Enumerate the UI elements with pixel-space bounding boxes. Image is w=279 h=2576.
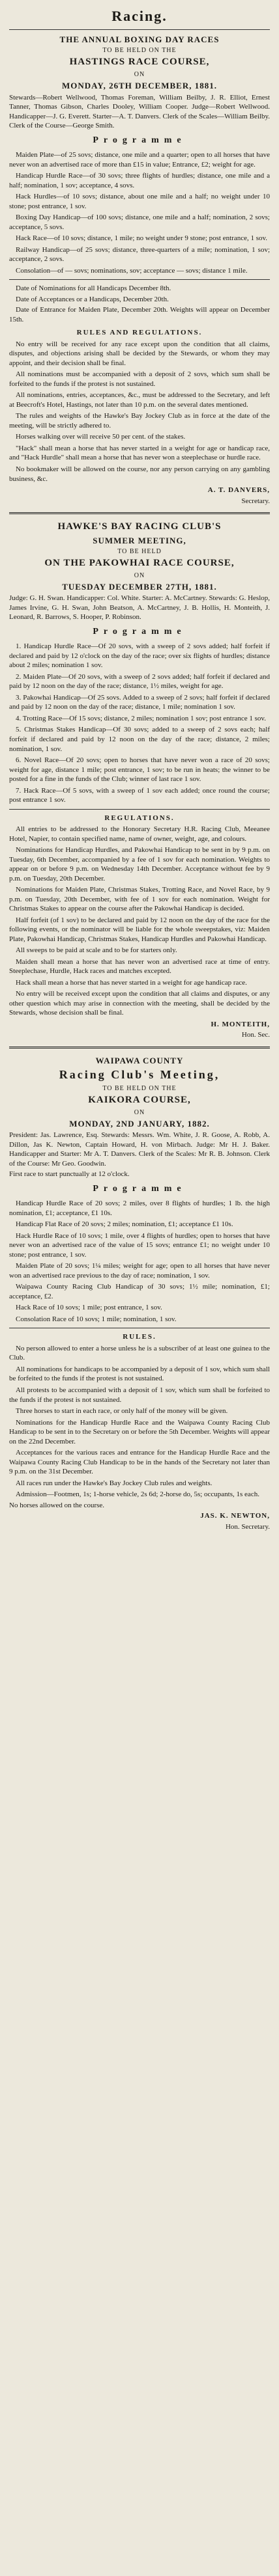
ad-title-line: MONDAY, 26TH DECEMBER, 1881. [62, 81, 217, 91]
event-item: Handicap Hurdle Race—of 30 sovs; three flights of hurdles; distance, one mile and a half; nomination, 1 sov; acceptance, 4 sovs. [9, 172, 270, 189]
divider-thick [9, 1047, 270, 1048]
admission-text: Admission—Footmen, 1s; 1-horse vehicle, 2s 6d; 2-horse do, 5s; occupants, 1s each. [16, 1490, 259, 1499]
date-item: Date of Entrance for Maiden Plate, December 20th. Weights will appear on December 15th. [9, 306, 270, 323]
event-item: 3. Pakowhai Handicap—Of 25 sovs. Added to a sweep of 2 sovs; half forfeit if declared and paid by 12 noon on the day of the race; distance, 1 mile; nomination 1 sov. [9, 693, 270, 711]
ad-title-line: TO BE HELD [117, 548, 162, 556]
ad-title-line: ON [134, 1108, 145, 1116]
ad-title-line: ON [134, 572, 145, 579]
ad-title-line: MONDAY, 2ND JANUARY, 1882. [69, 1119, 210, 1129]
event-item: Waipawa County Racing Club Handicap of 30 sovs; 1½ mile; nomination, £1; acceptance, £2. [9, 1283, 270, 1300]
divider [9, 279, 270, 280]
rule-item: Half forfeit (of 1 sov) to be declared and paid by 12 noon on the day of the race for the following events, or the nominator will be liable for the whole sweepstakes, viz: Maiden Plate, Pakowhai Handicap, Christmas Stakes, Handicap Hurdles and Pakowhai Handicap. [9, 916, 270, 943]
event-item: Consolation Race of 10 sovs; 1 mile; nomination, 1 sov. [16, 1315, 177, 1323]
rule-item: Nominations for Handicap Hurdles, and Pakowhai Handicap to be sent in by 9 p.m. on Tuesday, 6th December, accompanied by a fee of 1 sov for each nomination. Weights to appear on or before 9 p.m. on Wednesday 14th December. Acceptance without fee by 9 p.m. on Tuesday, 20th December. [9, 846, 270, 883]
ad-title-line: HASTINGS RACE COURSE, [69, 57, 210, 68]
event-item: Hack Race—of 10 sovs; distance, 1 mile; no weight under 9 stone; post entrance, 1 sov. [16, 234, 268, 243]
event-item: 4. Trotting Race—Of 15 sovs; distance, 2 miles; nomination 1 sov; post entrance 1 sov. [16, 714, 266, 722]
rules-heading: REGULATIONS. [104, 814, 175, 822]
signature-name: A. T. DANVERS, [207, 486, 270, 495]
rule-item: The rules and weights of the Hawke's Bay Jockey Club as in force at the date of the meeting, will be strictly adhered to. [9, 412, 270, 430]
rules-heading: RULES AND REGULATIONS. [76, 329, 203, 337]
event-item: Hack Hurdles—of 10 sovs; distance, about one mile and a half; no weight under 10 stone; post entrance, 1 sov. [9, 193, 270, 210]
rules-heading: RULES. [123, 1333, 156, 1341]
event-item: Maiden Plate of 20 sovs; 1¼ miles; weight for age; open to all horses that have never won an advertised race previous to the day of race; nomination, 1 sov. [9, 1262, 270, 1280]
ad-title-line: THE ANNUAL BOXING DAY RACES [59, 34, 220, 45]
ad-hawkes-bay-summer-meeting [9, 521, 270, 1040]
rule-item: No entry will be received for any race except upon the condition that all claims, disputes, and objections arising shall be decided by the Stewards, or whom they may appoint, and their decision shall be final. [9, 340, 270, 367]
rule-item: Nominations for Maiden Plate, Christmas Stakes, Trotting Race, and Novel Race, by 9 p.m. on Tuesday, 20th December, with fee of 1 sov for each nomination. Weight for Christmas Stakes to appear on the course after the Pakowhai Handicap is decided. [9, 886, 270, 913]
ad-title-line: TO BE HELD ON THE [102, 1084, 177, 1092]
section-title: Racing. [111, 8, 168, 24]
event-item: Hack Race of 10 sovs; 1 mile; post entrance, 1 sov. [16, 1304, 162, 1312]
programme-heading: Programme [93, 626, 186, 637]
rules-list [9, 1344, 270, 1488]
admission-extra: No horses allowed on the course. [9, 1501, 105, 1509]
rules-list [9, 825, 270, 1018]
rule-item: All protests to be accompanied with a deposit of 1 sov, which sum shall be forfeited to the funds if the protest is not sustained. [9, 1386, 270, 1404]
event-item: Boxing Day Handicap—of 100 sovs; distance, one mile and a half; nomination, 2 sovs; acceptance, 5 sovs. [9, 213, 270, 231]
rule-item: Nominations for the Handicap Hurdle Race and the Waipawa County Racing Club Handicap to be sent in to the Secretary on or before the 5th December. Weights will appear on the 22nd December. [9, 1418, 270, 1446]
rules-list [9, 340, 270, 484]
programme-heading: Programme [93, 135, 186, 145]
ad-title-line: ON THE PAKOWHAI RACE COURSE, [44, 558, 235, 569]
signature-title: Hon. Sec. [241, 1031, 270, 1039]
signature-title: Hon. Secretary. [225, 1522, 270, 1531]
event-list [9, 642, 270, 804]
event-item: 5. Christmas Stakes Handicap—Of 30 sovs; added to a sweep of 2 sovs each; half forfeit if declared and paid by 12 noon on the day of the race; distance, 2 miles; nomination, 1 sov. [9, 726, 270, 753]
rule-item: Maiden shall mean a horse that has never won an advertised race at time of entry. Steeplechase, Hurdle, Hack races and matches excepted. [9, 957, 270, 976]
ad-title-line: TO BE HELD ON THE [102, 47, 177, 55]
rule-item: All nominations, entries, acceptances, &c., must be addressed to the Secretary, and left at Beecroft's Hotel, Hastings, not later than 10 p.m. on the several dates mentioned. [9, 391, 270, 409]
rule-item: Horses walking over will receive 50 per cent. of the stakes. [16, 433, 186, 441]
ad-hastings-boxing-day-races [9, 34, 270, 506]
date-item: Date of Nominations for all Handicaps December 8th. [16, 284, 171, 293]
ad-title-line: SUMMER MEETING, [93, 535, 186, 545]
event-item: 2. Maiden Plate—Of 20 sovs, with a sweep of 2 sovs added; half forfeit if declared and paid by 12 noon on the day of the race; distance, 1½ miles, weight for age. [9, 672, 270, 691]
ad-title-line: WAIPAWA COUNTY [95, 1055, 184, 1065]
signature-title: Secretary. [241, 497, 270, 505]
signature-name: JAS. K. NEWTON, [200, 1512, 270, 1520]
event-item: 1. Handicap Hurdle Race—Of 20 sovs, with a sweep of 2 sovs added; half forfeit if declared and paid by 12 o'clock on the day of the race; over six flights of hurdles; distance about 2 miles; nomination 1 sov. [9, 642, 270, 670]
event-item: Maiden Plate—of 25 sovs; distance, one mile and a quarter; open to all horses that have never won an advertised race of more than £15 in value; Entrance, £2; weight for age. [9, 151, 270, 169]
rule-item: All sweeps to be paid at scale and to be for starters only. [16, 946, 177, 955]
programme-heading: Programme [93, 1183, 186, 1194]
ad-officials: Judge: G. H. Swan. Handicapper: Col. White. Starter: A. McCartney. Stewards: G. Heslop, James Irvine, G. H. Swan, John Beatson, A. McCartney, J. B. Hollis, H. Monteith, J. Leonard, R. Barrows, S. Hooper, P. Robinson. [9, 594, 270, 622]
date-item: Date of Acceptances or a Handicaps, December 20th. [16, 295, 169, 303]
ad-waipawa-county-racing-club [9, 1055, 270, 1531]
rule-item: All nominations for handicaps to be accompanied by a deposit of 1 sov, which sum shall be forfeited to the funds if the protest is not sustained. [9, 1365, 270, 1383]
event-list [9, 150, 270, 275]
event-item: Handicap Hurdle Race of 20 sovs; 2 miles, over 8 flights of hurdles; 1 lb. the high nomination, £1; acceptance, £1 10s. [9, 1199, 270, 1217]
rule-item: No entry will be received except upon the condition that all claims and disputes, or any other question which may arise in connection with the meeting, shall be decided by the Stewards, whose decision shall be final. [9, 990, 270, 1017]
event-item: 6. Novel Race—Of 20 sovs; open to horses that have never won a race of 20 sovs; weight for age, distance 1 mile; post entrance, 1 sov; to be run in heats; the winner to be posted for a fine in the funds of the Club; winner of last race 1 sov. [9, 756, 270, 784]
rule-item: Acceptances for the various races and entrance for the Handicap Hurdle Race and the Waipawa County Racing Club Handicap to be in the hands of the Secretary not later than 9 p.m. on the 31st December. [9, 1449, 270, 1476]
ad-officials: President: Jas. Lawrence, Esq. Stewards: Messrs. Wm. White, J. R. Goose, A. Robb, A. Dillon, Jas K. Newton, Captain Howard, H. von Mirbach. Judge: Mr H. J. Baker. Handicapper and Starter: Mr A. T. Danvers. Clerk of the Scales: Mr R. B. Johnson. Clerk of the Course: Mr Geo. Goodwin. [9, 1131, 270, 1168]
ad-notice: First race to start punctually at 12 o'clock. [9, 1170, 130, 1179]
event-item: Consolation—of — sovs; nominations, sov; acceptance — sovs; distance 1 mile. [16, 266, 248, 275]
divider [9, 809, 270, 810]
signature-name: H. MONTEITH, [211, 1020, 270, 1028]
ad-title-line: ON [134, 71, 145, 79]
newspaper-page [9, 0, 270, 1542]
rule-item: All nominations must be accompanied with a deposit of 2 sovs, which sum shall be forfeited to the funds if the protest is not sustained. [9, 370, 270, 388]
ad-title-line: KAIKORA COURSE, [88, 1095, 191, 1106]
divider [9, 29, 270, 30]
rule-item: All entries to be addressed to the Honorary Secretary H.R. Racing Club, Meeanee Hotel, Napier, to contain specified name, name of owner, weight, age, and colours. [9, 825, 270, 843]
rule-item: No person allowed to enter a horse unless he is a subscriber of at least one guinea to the Club. [9, 1344, 270, 1362]
rule-item: Hack shall mean a horse that has never started in a weight for age handicap race. [16, 978, 247, 987]
rule-item: All races run under the Hawke's Bay Jockey Club rules and weights. [16, 1479, 213, 1487]
ad-title-line: TUESDAY DECEMBER 27TH, 1881. [62, 582, 217, 592]
ad-title-line: Racing Club's Meeting, [59, 1068, 220, 1082]
ad-title-line: HAWKE'S BAY RACING CLUB'S [57, 521, 222, 532]
ad-officials: Stewards—Robert Wellwood, Thomas Foreman, William Beilby, J. R. Elliot, Ernest Tanner, Thomas Gibson, Charles Dooley, William Cooper. Judge—Robert Wellwood. Handicapper—J. G. Everett. Starter—A. T. Danvers. Clerk of the Scales—William Beilby. Clerk of the Course—George Smith. [9, 93, 270, 130]
event-item: 7. Hack Race—Of 5 sovs, with a sweep of 1 sov each added; once round the course; post entrance 1 sov. [9, 786, 270, 804]
rule-item: Three horses to start in each race, or only half of the money will be given. [16, 1407, 228, 1416]
event-item: Hack Hurdle Race of 10 sovs; 1 mile, over 4 flights of hurdles; open to horses that have never won an advertised race of the value of 15 sovs; entrance £1; no weight under 10 stone; post entrance, 1 sov. [9, 1231, 270, 1259]
rule-item: No bookmaker will be allowed on the course, nor any person carrying on any gambling business, &c. [9, 465, 270, 483]
event-item: Handicap Flat Race of 20 sovs; 2 miles; nomination, £1; acceptance £1 10s. [16, 1220, 233, 1229]
event-item: Railway Handicap—of 25 sovs; distance, three-quarters of a mile; nomination, 1 sov; acceptance, 2 sovs. [9, 245, 270, 264]
rule-item: "Hack" shall mean a horse that has never started in a weight for age or handicap race, and "Hack Hurdle" shall mean a horse that has never won a steeplechase or hurdle race. [9, 444, 270, 462]
divider-thick [9, 512, 270, 514]
event-list [9, 1199, 270, 1324]
